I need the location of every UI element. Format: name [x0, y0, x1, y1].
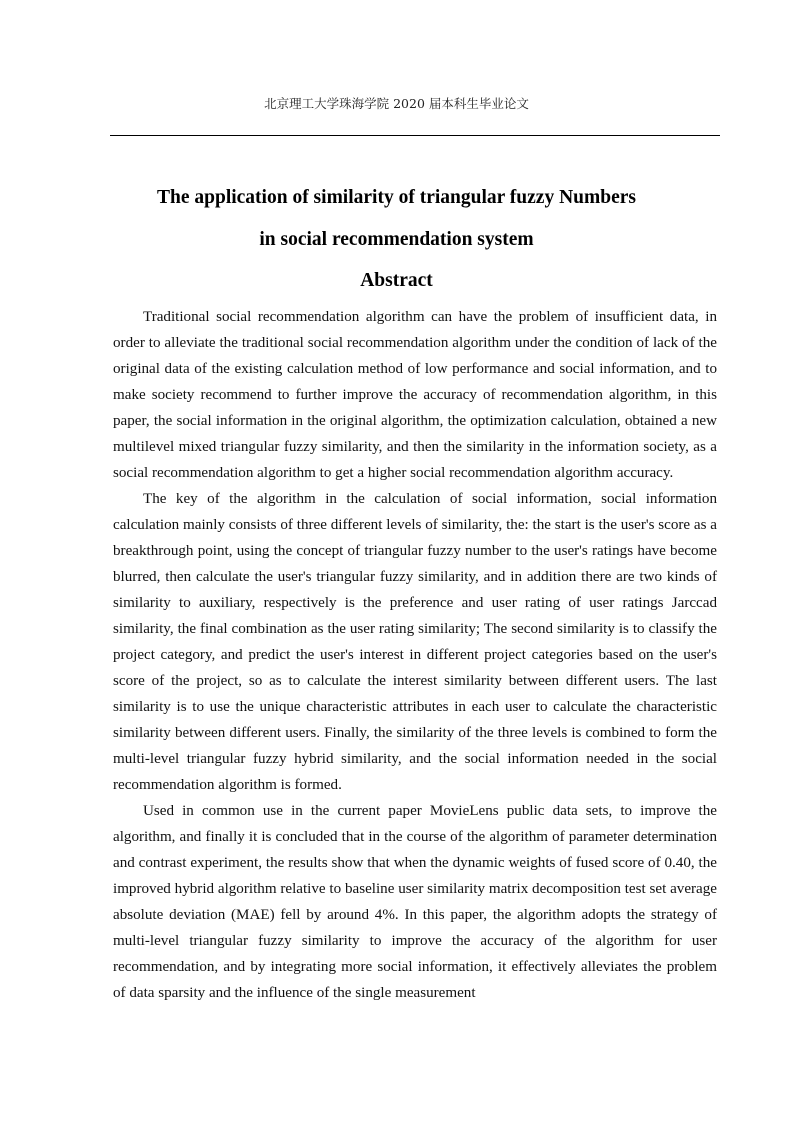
- header-rule: [110, 135, 720, 136]
- abstract-paragraph-2: The key of the algorithm in the calculation of social information, social information calculation mainly consists of three different levels of similarity, the: the start is the user's score as a breakthrough point, using the concept of triangular fuzzy number to the user's ratings have become blurred, then calculate the user's triangular fuzzy similarity, and in addition there are two kinds of similarity to auxiliary, respectively is the preference and user rating of user ratings Jarccad similarity, the final combination as the user rating similarity; The second similarity is to classify the project category, and predict the user's interest in different project categories based on the user's score of the project, so as to calculate the interest similarity between different users. The last similarity is to use the unique characteristic attributes in each user to calculate the characteristic similarity between different users. Finally, the similarity of the three levels is combined to form the multi-level triangular fuzzy hybrid similarity, and the social information needed in the social recommendation algorithm is formed.: [113, 491, 717, 793]
- abstract-body: [113, 304, 717, 1006]
- abstract-heading: Abstract: [360, 270, 433, 291]
- title-line-1: The application of similarity of triangular fuzzy Numbers: [157, 187, 636, 208]
- abstract-paragraph-1: Traditional social recommendation algorithm can have the problem of insufficient data, in order to alleviate the traditional social recommendation algorithm under the condition of lack of the original data of the existing calculation method of low performance and social information, and to make society recommend to further improve the accuracy of recommendation algorithm, in this paper, the social information in the original algorithm, the optimization calculation, obtained a new multilevel mixed triangular fuzzy similarity, and then the similarity in the information society, as a social recommendation algorithm to get a higher social recommendation algorithm accuracy.: [113, 309, 717, 481]
- abstract-paragraph-3: Used in common use in the current paper MovieLens public data sets, to improve the algorithm, and finally it is concluded that in the course of the algorithm of parameter determination and contrast experiment, the results show that when the dynamic weights of fused score of 0.40, the improved hybrid algorithm relative to baseline user similarity matrix decomposition test set average absolute deviation (MAE) fell by around 4%. In this paper, the algorithm adopts the strategy of multi-level triangular fuzzy similarity to improve the accuracy of the algorithm for user recommendation, and by integrating more social information, it effectively alleviates the problem of data sparsity and the influence of the single measurement: [113, 803, 717, 1001]
- running-header: 北京理工大学珠海学院 2020 届本科生毕业论文: [264, 96, 529, 111]
- title-line-2: in social recommendation system: [259, 229, 534, 250]
